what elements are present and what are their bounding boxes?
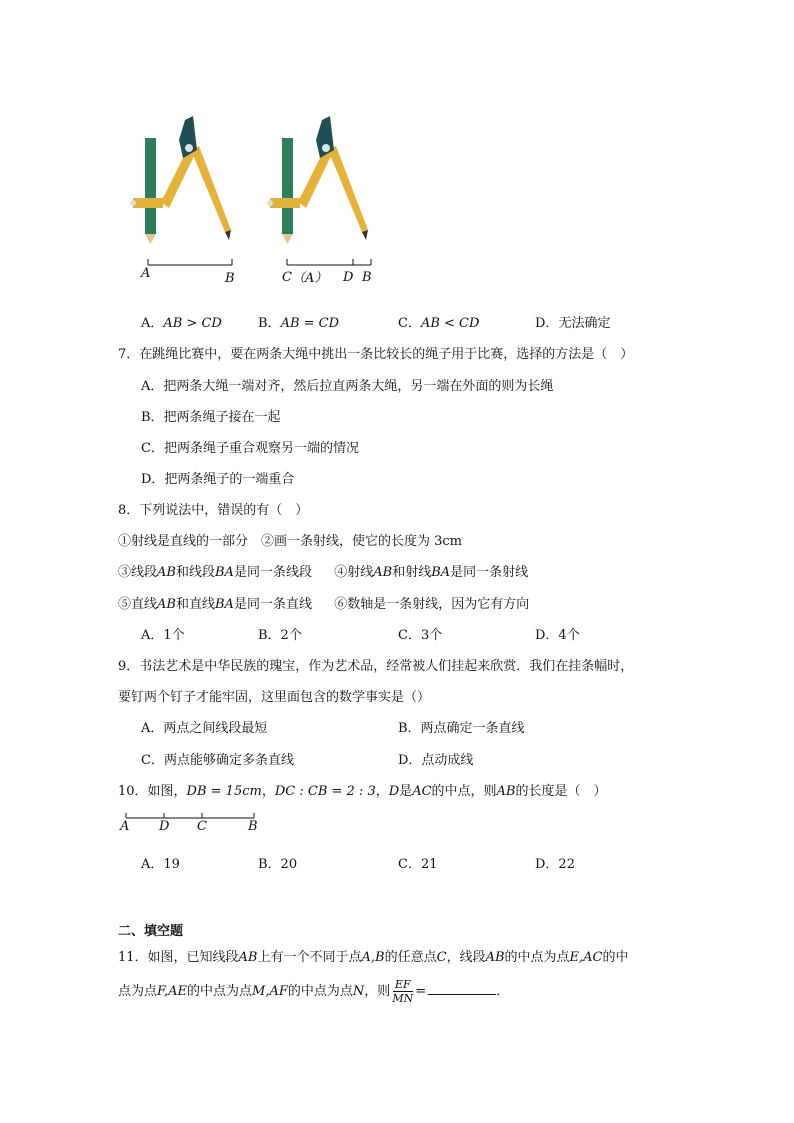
q7-option-d: D．把两条绳子的一端重合 bbox=[141, 472, 295, 487]
q8-stem: 8．下列说法中，错误的有（ ） bbox=[118, 503, 309, 518]
fig1-label-d: D bbox=[343, 270, 354, 285]
q9-option-b: B．两点确定一条直线 bbox=[398, 721, 525, 736]
q7-stem: 7．在跳绳比赛中，要在两条大绳中挑出一条比较长的绳子用于比赛，选择的方法是（ ） bbox=[118, 347, 634, 362]
q10-option-a: A．19 bbox=[141, 857, 180, 872]
q8-statements-5-6: ⑤直线AB和直线BA是同一条直线 ⑥数轴是一条射线，因为它有方向 bbox=[118, 597, 530, 612]
q10-label-b: B bbox=[248, 819, 258, 834]
q9-option-c: C．两点能够确定多条直线 bbox=[141, 753, 294, 768]
q9-stem-line1: 9．书法艺术是中华民族的瑰宝，作为艺术品，经常被人们挂起来欣赏．我们在挂条幅时， bbox=[118, 659, 634, 674]
q11-line2: 点为点F,AE的中点为点M,AF的中点为点N，则 $\frac{EF}{MN}$ = ． bbox=[118, 978, 510, 1005]
q10-option-d: D．22 bbox=[535, 857, 575, 872]
fig1-label-b2: B bbox=[362, 270, 372, 285]
q8-option-a: A．1个 bbox=[141, 628, 185, 643]
q8-option-c: C．3个 bbox=[398, 628, 443, 643]
q9-option-d: D．点动成线 bbox=[398, 753, 474, 768]
compass-right bbox=[267, 116, 368, 244]
q10-option-c: C．21 bbox=[398, 857, 438, 872]
q7-option-a: A．把两条大绳一端对齐，然后拉直两条大绳，另一端在外面的则为长绳 bbox=[141, 379, 554, 394]
q9-stem-line2: 要钉两个钉子才能牢固，这里面包含的数学事实是（） bbox=[118, 690, 431, 705]
q6-option-a: A．AB > CD bbox=[141, 316, 222, 331]
q10-label-a: A bbox=[120, 819, 130, 834]
q8-option-b: B．2个 bbox=[258, 628, 302, 643]
fig1-label-a-paren: （A） bbox=[292, 271, 328, 286]
compass-left bbox=[130, 116, 231, 244]
q8-option-d: D．4个 bbox=[535, 628, 580, 643]
fig1-label-c: C bbox=[282, 270, 292, 285]
q10-option-b: B．20 bbox=[258, 857, 298, 872]
fig1-label-b: B bbox=[225, 271, 235, 286]
q10-segment-figure bbox=[120, 808, 265, 822]
q8-statements-3-4: ③线段AB和线段BA是同一条线段 ④射线AB和射线BA是同一条射线 bbox=[118, 565, 529, 580]
q9-option-a: A．两点之间线段最短 bbox=[141, 721, 268, 736]
q11-answer-blank[interactable] bbox=[428, 982, 496, 995]
q7-option-b: B．把两条绳子接在一起 bbox=[141, 410, 281, 425]
q7-option-c: C．把两条绳子重合观察另一端的情况 bbox=[141, 441, 359, 456]
fig1-label-a: A bbox=[141, 266, 151, 281]
q6-option-d: D．无法确定 bbox=[535, 316, 611, 331]
q6-option-c: C．AB < CD bbox=[398, 316, 480, 331]
q10-label-d: D bbox=[159, 819, 170, 834]
q11-line1: 11．如图，已知线段AB上有一个不同于点A,B的任意点C，线段AB的中点为点E,AC的中 bbox=[118, 950, 629, 965]
q6-option-b: B．AB = CD bbox=[258, 316, 340, 331]
q11-fraction: $\frac{EF}{MN}$ bbox=[392, 978, 414, 1005]
q10-label-c: C bbox=[197, 819, 207, 834]
q10-stem: 10．如图，DB = 15cm，DC : CB = 2 : 3，D是AC的中点，则AB的长度是（ ） bbox=[118, 784, 607, 799]
section-title-fill-in: 二、填空题 bbox=[118, 924, 184, 939]
q8-statements-1-2: ①射线是直线的一部分 ②画一条射线，使它的长度为 3cm bbox=[118, 534, 463, 549]
compass-figure bbox=[125, 110, 390, 290]
